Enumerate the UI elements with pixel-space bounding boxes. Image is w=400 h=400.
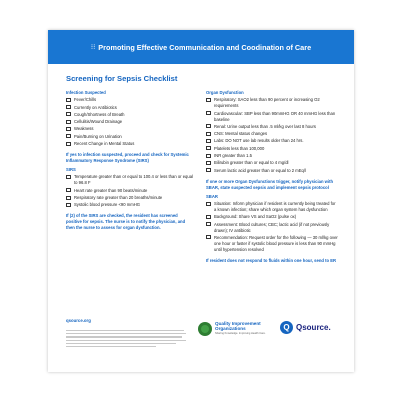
organ-item-label: Respiratory: SAO2 less than 90 percent or increasing O2 requirements: [214, 97, 320, 109]
sirs-item[interactable]: [66, 174, 194, 186]
qio-logo-icon: [198, 322, 212, 336]
organ-item[interactable]: [206, 160, 338, 166]
checkbox-icon[interactable]: [206, 222, 211, 226]
final-note: If resident does not respond to fluids within one hour, send to ER: [206, 257, 337, 263]
qsource-logo-icon: Q: [280, 321, 293, 334]
banner-title: Promoting Effective Communication and Coodination of Care: [98, 42, 312, 52]
checkbox-icon[interactable]: [206, 154, 211, 158]
header-banner: [48, 30, 354, 64]
checkbox-icon[interactable]: [66, 175, 71, 179]
qio-line1: Quality Improvement: [215, 321, 261, 326]
organ-item[interactable]: [206, 153, 338, 159]
sirs-item-label: Systolic blood pressure <90 mmHG: [74, 202, 140, 208]
organ-item[interactable]: [206, 111, 338, 123]
sirs-item-label: Respiratory rate greater than 20 breaths/minute: [74, 194, 163, 200]
infection-item[interactable]: [66, 97, 194, 103]
sirs-note: If (2) of the SIRS are checked, the resident has screened positive for sepsis. The nurse is to notify the physician, and then the nurse to assess for organ dysfunction.: [66, 213, 186, 231]
checkbox-icon[interactable]: [66, 127, 71, 131]
organ-item-label: Labs: DO NOT use lab results older than 24 hrs.: [214, 138, 304, 144]
checkbox-icon[interactable]: [66, 142, 71, 146]
sirs-item-label: Heart rate greater than 90 beats/minute: [74, 187, 148, 193]
sbar-item-label: Recommendation: Request order for the following — 30 ml/kg over one hour or faster if systolic blood pressure is less than 90 mmHg until hypertension resolved: [214, 234, 338, 252]
qsource-name: Qsource.: [296, 323, 331, 332]
organ-item-label: INR greater than 1.5: [214, 153, 252, 159]
checkbox-icon[interactable]: [66, 112, 71, 116]
footer-url[interactable]: qsource.org: [66, 318, 91, 323]
checkbox-icon[interactable]: [206, 215, 211, 219]
organ-item[interactable]: [206, 168, 338, 174]
checkbox-icon[interactable]: [206, 139, 211, 143]
infection-note: If yes to infection suspected, proceed and check for Systemic Inflammatory Response Syndrome (SIRS): [66, 152, 189, 164]
qsource-logo: [280, 321, 331, 334]
infection-item-label: Fever/Chills: [74, 97, 97, 103]
organ-item-label: Serum lactic acid greater than or equal to 2 mEq/l: [214, 167, 306, 173]
checkbox-icon[interactable]: [206, 98, 211, 102]
checkbox-icon[interactable]: [66, 134, 71, 138]
infection-item[interactable]: [66, 141, 194, 147]
sirs-list: [66, 174, 194, 208]
organ-list: [206, 97, 338, 173]
checkbox-icon[interactable]: [66, 98, 71, 102]
checkbox-icon[interactable]: [66, 120, 71, 124]
fine-print: [66, 328, 186, 349]
sbar-item-label: Background: Share VS and SaO2 (pulse ox): [214, 214, 297, 220]
sbar-item-label: Situation: Inform physician if resident is currently being treated for a known infection; share which organ system has dysfunction: [214, 200, 336, 212]
organ-item[interactable]: [206, 131, 338, 137]
checkbox-icon[interactable]: [206, 235, 211, 239]
right-column: [206, 87, 338, 264]
infection-item[interactable]: [66, 119, 194, 125]
infection-item-label: Recent Change in Mental Status: [74, 141, 135, 147]
organ-item[interactable]: [206, 146, 338, 152]
checkbox-icon[interactable]: [206, 146, 211, 150]
checkbox-icon[interactable]: [66, 188, 71, 192]
organ-item-label: Bilirubin greater than or equal to 4 mg/dl: [214, 160, 289, 166]
sbar-header: SBAR: [206, 193, 218, 199]
sirs-item[interactable]: [66, 188, 194, 194]
sbar-item[interactable]: [206, 222, 338, 234]
organ-item-label: Cardiovascular: SBP less than 90mmHG OR 40 mmHG less than baseline: [214, 110, 336, 122]
sirs-item[interactable]: [66, 202, 194, 208]
infection-item-label: Pain/Burning on Urination: [74, 133, 122, 139]
organ-item[interactable]: [206, 97, 338, 109]
infection-header: Infection Suspected: [66, 90, 106, 95]
organ-item-label: Renal: Urine output less than .5 ml/kg over last 8 hours: [214, 123, 316, 129]
organ-item[interactable]: [206, 124, 338, 130]
infection-item-label: Cough/Shortness of Breath: [74, 111, 125, 117]
checkbox-icon[interactable]: [206, 161, 211, 165]
infection-item-label: Cellulitis/Wound Drainage: [74, 119, 123, 125]
infection-item[interactable]: [66, 105, 194, 111]
infection-item-label: Weakness: [74, 126, 94, 132]
checkbox-icon[interactable]: [66, 105, 71, 109]
sbar-item[interactable]: [206, 235, 338, 253]
infection-list: [66, 97, 194, 147]
organ-note: If one or more Organ Dysfunctions trigger, notify physician with SBAR, state suspected sepsis and implement sepsis protocol: [206, 178, 334, 190]
left-column: [66, 87, 194, 231]
organ-item-label: Platelets less than 100,000: [214, 145, 265, 151]
checkbox-icon[interactable]: [66, 196, 71, 200]
sbar-list: [206, 201, 338, 253]
sbar-item-label: Assessment: Blood cultures; CBC; lactic acid (if not previously drawn); IV antibiotic: [214, 221, 330, 233]
sirs-item-label: Temperature greater than or equal to 100.4 or less than or equal to 96.8 F: [74, 174, 193, 186]
qio-line2: Organizations: [215, 326, 246, 332]
sirs-header: SIRS: [66, 167, 76, 173]
checkbox-icon[interactable]: [206, 124, 211, 128]
organ-item[interactable]: [206, 138, 338, 144]
organ-item-label: CNS: Mental status changes: [214, 131, 268, 137]
infection-item[interactable]: [66, 112, 194, 118]
infection-item-label: Currently on Antibiotics: [74, 104, 117, 110]
infection-item[interactable]: [66, 134, 194, 140]
sbar-item[interactable]: [206, 214, 338, 220]
sbar-item[interactable]: [206, 201, 338, 213]
checkbox-icon[interactable]: [206, 202, 211, 206]
qio-tagline: Sharing Knowledge. Improving Health Care.: [215, 332, 266, 336]
grid-icon: ⁝⁝: [90, 44, 96, 51]
sirs-item[interactable]: [66, 195, 194, 201]
organ-header: Organ Dysfunction: [206, 90, 244, 95]
checkbox-icon[interactable]: [206, 111, 211, 115]
infection-item[interactable]: [66, 126, 194, 132]
checkbox-icon[interactable]: [206, 132, 211, 136]
checkbox-icon[interactable]: [206, 168, 211, 172]
page-title: Screening for Sepsis Checklist: [66, 74, 178, 83]
qio-logo: [198, 321, 266, 337]
checkbox-icon[interactable]: [66, 203, 71, 207]
checklist-sheet: [48, 30, 354, 372]
